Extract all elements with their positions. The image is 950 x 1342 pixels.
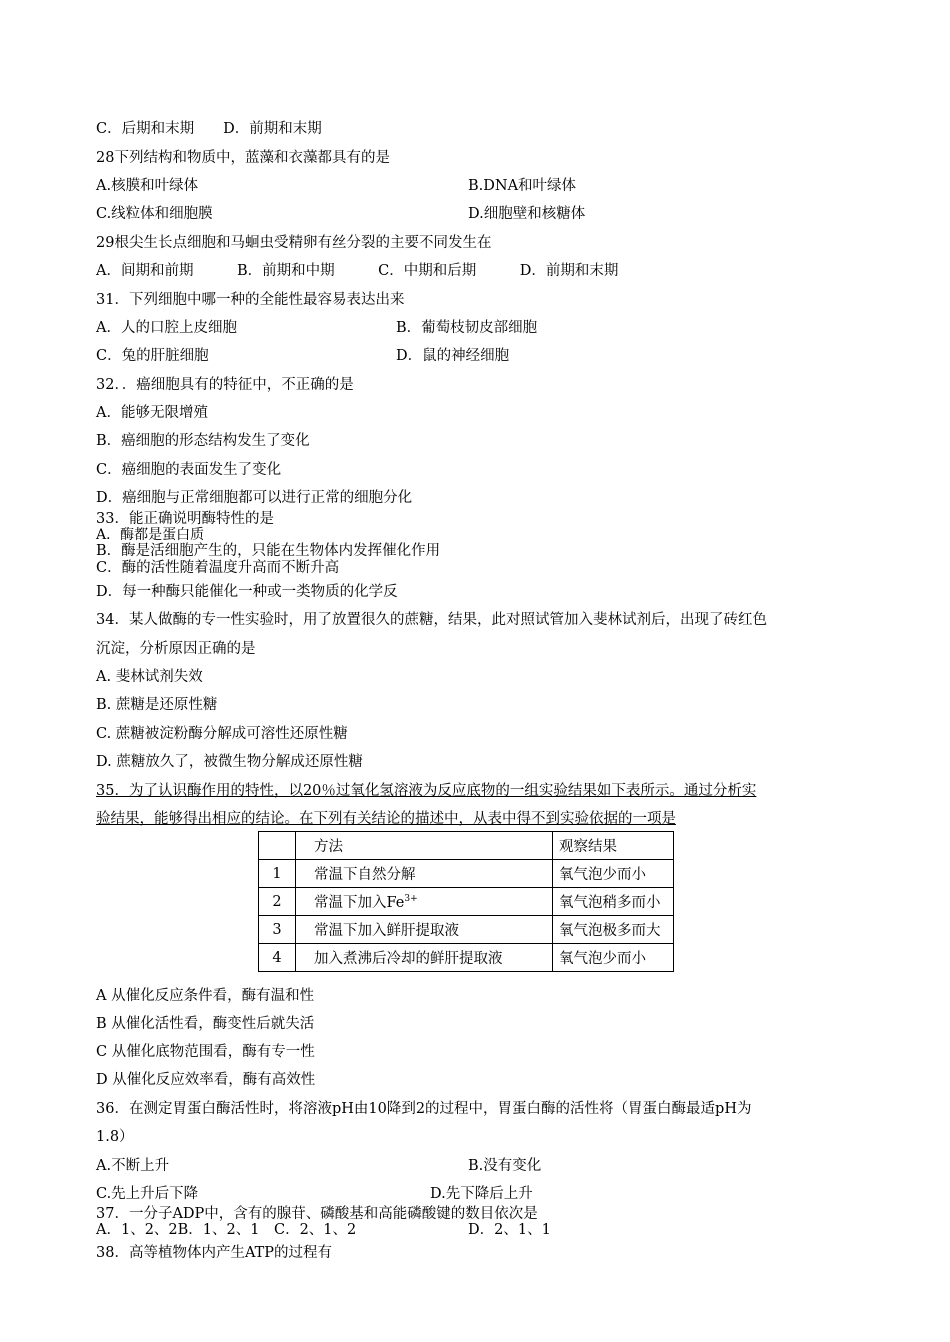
q32-option-b: B．癌细胞的形态结构发生了变化: [96, 433, 310, 449]
q29-options: A．间期和前期 B．前期和中期 C．中期和后期 D．前期和末期: [96, 263, 619, 279]
table-cell: 常温下加入鲜肝提取液: [296, 916, 553, 944]
table-row: [259, 944, 674, 972]
q28-option-a: A.核膜和叶绿体: [96, 178, 199, 194]
q28-option-d: D.细胞壁和核糖体: [468, 206, 586, 222]
q32-stem: 32．．癌细胞具有的特征中，不正确的是: [96, 377, 354, 393]
q35-option-b: B 从催化活性看，酶变性后就失活: [96, 1016, 315, 1032]
q34-option-c: C. 蔗糖被淀粉酶分解成可溶性还原性糖: [96, 726, 348, 742]
table-header-cell: [259, 832, 296, 860]
q31-option-b: B．葡萄枝韧皮部细胞: [396, 320, 538, 336]
table-cell: 氧气泡极多而大: [553, 916, 674, 944]
q34-stem-line2: 沉淀，分析原因正确的是: [96, 641, 256, 657]
q35-option-c: C 从催化底物范围看，酶有专一性: [96, 1044, 315, 1060]
table-cell: 加入煮沸后冷却的鲜肝提取液: [296, 944, 553, 972]
table-cell: 氧气泡稍多而小: [553, 888, 674, 916]
q28-stem: 28下列结构和物质中，蓝藻和衣藻都具有的是: [96, 150, 390, 166]
experiment-table: [258, 831, 674, 972]
line-27-options-cd: C．后期和末期 D．前期和末期: [96, 121, 322, 137]
q36-option-b: B.没有变化: [468, 1158, 542, 1174]
q36-option-d: D.先下降后上升: [430, 1186, 533, 1202]
table-row: [259, 860, 674, 888]
q34-option-d: D. 蔗糖放久了，被微生物分解成还原性糖: [96, 754, 363, 770]
table-row: [259, 888, 674, 916]
table-row: [259, 916, 674, 944]
table-header-cell: 方法: [296, 832, 553, 860]
table-cell: 常温下自然分解: [296, 860, 553, 888]
q31-stem: 31．下列细胞中哪一种的全能性最容易表达出来: [96, 292, 405, 308]
table-cell: 4: [259, 944, 296, 972]
q31-option-a: A．人的口腔上皮细胞: [96, 320, 237, 336]
table-cell: [296, 888, 553, 916]
q36-stem-line1: 36．在测定胃蛋白酶活性时，将溶液pH由10降到2的过程中，胃蛋白酶的活性将（胃蛋白酶最适pH为: [96, 1101, 752, 1117]
table-header-cell: 观察结果: [553, 832, 674, 860]
q34-option-b: B. 蔗糖是还原性糖: [96, 697, 218, 713]
q37-option-d: D．2、1、1: [468, 1222, 551, 1238]
q33-option-c: C．酶的活性随着温度升高而不断升高: [96, 560, 340, 576]
q33-option-d: D．每一种酶只能催化一种或一类物质的化学反: [96, 584, 398, 600]
q35-stem-line1: 35．为了认识酶作用的特性，以20％过氧化氢溶液为反应底物的一组实验结果如下表所示。通过分析实: [96, 783, 757, 799]
q36-option-a: A.不断上升: [96, 1158, 170, 1174]
q32-option-c: C．癌细胞的表面发生了变化: [96, 462, 282, 478]
table-cell: 2: [259, 888, 296, 916]
q35-option-a: A 从催化反应条件看，酶有温和性: [96, 988, 315, 1004]
table-cell: 氧气泡少而小: [553, 860, 674, 888]
table-cell-text: 常温下加入Fe: [314, 895, 405, 911]
q36-stem-line2: 1.8）: [96, 1129, 134, 1145]
table-header-row: [259, 832, 674, 860]
q29-stem: 29根尖生长点细胞和马蛔虫受精卵有丝分裂的主要不同发生在: [96, 235, 492, 251]
q31-option-c: C．兔的肝脏细胞: [96, 348, 209, 364]
q31-option-d: D．鼠的神经细胞: [396, 348, 510, 364]
q37-options-abc: A．1、2、2B．1、2、1 C．2、1、2: [96, 1222, 357, 1238]
q33-stem: 33．能正确说明酶特性的是: [96, 511, 274, 527]
table-cell: 3: [259, 916, 296, 944]
q38-stem: 38．高等植物体内产生ATP的过程有: [96, 1245, 333, 1261]
q34-option-a: A. 斐林试剂失效: [96, 669, 203, 685]
table-cell: 1: [259, 860, 296, 888]
q28-option-b: B.DNA和叶绿体: [468, 178, 577, 194]
q33-option-b: B．酶是活细胞产生的，只能在生物体内发挥催化作用: [96, 543, 441, 559]
q32-option-d: D．癌细胞与正常细胞都可以进行正常的细胞分化: [96, 490, 413, 506]
q28-option-c: C.线粒体和细胞膜: [96, 206, 213, 222]
q34-stem-line1: 34．某人做酶的专一性实验时，用了放置很久的蔗糖，结果，此对照试管加入斐林试剂后，出现了砖红色: [96, 612, 767, 628]
q33-option-a: A．酶都是蛋白质: [96, 527, 205, 543]
q35-stem-line2: 验结果，能够得出相应的结论。在下列有关结论的描述中，从表中得不到实验依据的一项是: [96, 811, 676, 827]
q32-option-a: A．能够无限增殖: [96, 405, 208, 421]
q35-option-d: D 从催化反应效率看，酶有高效性: [96, 1072, 316, 1088]
table-cell: 氧气泡少而小: [553, 944, 674, 972]
q37-stem: 37．一分子ADP中，含有的腺苷、磷酸基和高能磷酸键的数目依次是: [96, 1206, 538, 1222]
q36-option-c: C.先上升后下降: [96, 1186, 199, 1202]
superscript-charge: 3+: [404, 894, 418, 905]
